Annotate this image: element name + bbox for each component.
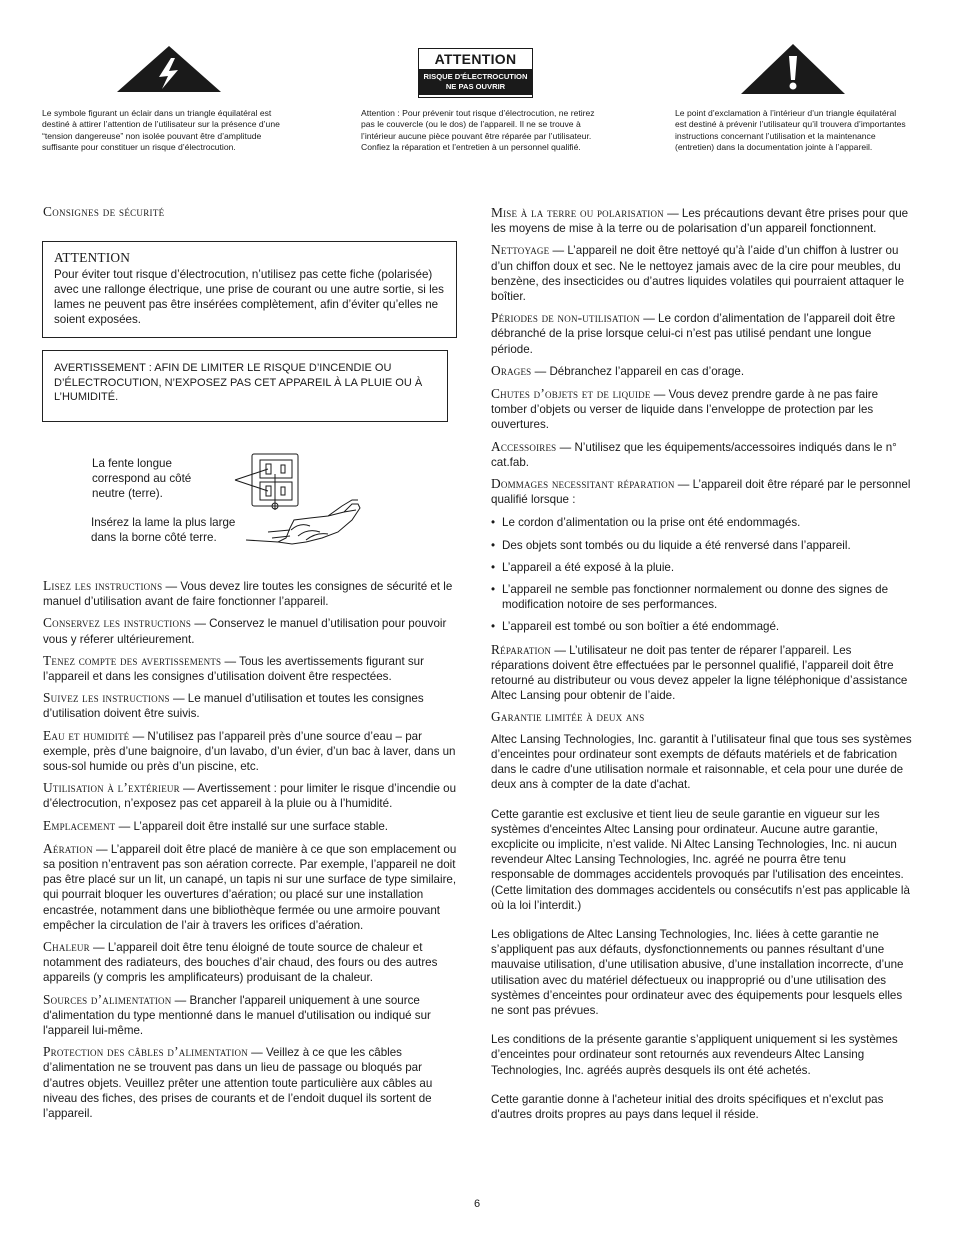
instruction-item: Utilisation à l’extérieur — Avertissement : pour limiter le risque d’incendie ou d’électrocution, n’exposez pas cet appareil à la pluie ou à l’humidité. bbox=[43, 780, 457, 811]
instruction-item: Aération — L’appareil doit être placé de manière à ce que son emplacement ou sa position n’entravent pas son aération correcte. Par exemple, l’appareil ne doit pas être placé sur un lit, un canapé, un tapis ni sur une surface de type similaire, qui pourrait bloquer les ouvertures d’aération; ou placé sur une installation encastrée, notamment dans une bibliothèque fermée ou une armoire pouvant empêcher la circulation de l’air à travers les orifices d’aération. bbox=[43, 840, 457, 932]
instruction-item: Lisez les instructions — Vous devez lire toutes les consignes de sécurité et le manuel d’utilisation avant de faire fonctionner l’appareil. bbox=[43, 578, 453, 609]
list-item: • Le cordon d’alimentation ou la prise ont été endommagés. bbox=[491, 516, 801, 530]
warranty-paragraph: Cette garantie donne à l'acheteur initial des droits spécifiques et n'exclut pas d'autres droits propres au pays dans lequel il réside. bbox=[491, 1092, 884, 1121]
instruction-item: Sources d’alimentation — Brancher l'appareil uniquement à une source d'alimentation du type mentionné dans le manuel d'utilisation ou indiqué sur l'appareil lui-même. bbox=[43, 991, 431, 1038]
instruction-item: Tenez compte des avertissements — Tous les avertissements figurant sur l’appareil et dans les consignes d’utilisation doivent être respectées. bbox=[43, 652, 424, 684]
instruction-item: Nettoyage — L’appareil ne doit être nettoyé qu’à l’aide d’un chiffon à lustrer ou d’un chiffon doux et sec. Ne le nettoyez jamais avec de la cire pour meubles, du benzène, des insecticides ou d’autres liquides volatiles qui pourraient attaquer le boîtier. bbox=[491, 242, 905, 304]
warranty-title: Garantie limitée à deux ans bbox=[491, 709, 645, 725]
page-number: 6 bbox=[473, 1198, 481, 1210]
left-instructions bbox=[43, 578, 464, 1127]
instruction-item: Périodes de non-utilisation — Le cordon d’alimentation de l’appareil doit être débranché de la prise lorsque celui-ci n’est pas utilisé pendant une longue période. bbox=[491, 310, 896, 356]
lightning-warning-icon bbox=[114, 44, 224, 94]
attention-label-title: ATTENTION bbox=[434, 51, 517, 67]
list-item: • L’appareil a été exposé à la pluie. bbox=[491, 560, 675, 574]
instruction-item: Suivez les instructions — Le manuel d’utilisation et toutes les consignes d’utilisation doivent être suivis. bbox=[43, 690, 424, 721]
list-item: • Des objets sont tombés ou du liquide a été renversé dans l’appareil. bbox=[491, 538, 851, 552]
instruction-item: Accessoires — N’utilisez que les équipements/accessoires indiqués dans le n° cat.fab. bbox=[491, 438, 897, 469]
instruction-item: Eau et humidité — N’utilisez pas l’appareil près d’une source d’eau – par exemple, près d’une baignoire, d’un lavabo, d’un évier, d’un bac à laver, dans un sous-sol humide ou près d’un piscine, etc. bbox=[43, 727, 456, 774]
instruction-item: Protection des câbles d’alimentation — Veillez à ce que les câbles d’alimentation ne se trouvent pas dans un lieu de passage ou bloqués par d’autres objets. Veuillez prêter une attention toute particulière aux câbles au niveau des fiches, des prises de courants et de l’endoit duquel ils sortent de l’appareil. bbox=[43, 1044, 433, 1121]
plug-label-top: La fente longue correspond au côté neutre (terre). bbox=[92, 457, 192, 501]
instruction-item: Emplacement — L’appareil doit être installé sur une surface stable. bbox=[43, 817, 389, 833]
warning-box-text: AVERTISSEMENT : AFIN DE LIMITER LE RISQUE D’INCENDIE OU D’ÉLECTROCUTION, N’EXPOSEZ PAS CET APPAREIL À LA PLUIE OU À L’HUMIDITÉ. bbox=[54, 362, 423, 404]
attention-box-title: ATTENTION bbox=[54, 250, 131, 265]
warranty-paragraph: Les conditions de la présente garantie s’appliquent uniquement si les systèmes d’enceintes pour ordinateur sont retournés aux revendeurs Altec Lansing Technologies, Inc. agréés auprès desquels ils ont été achetés. bbox=[491, 1033, 898, 1077]
attention-box bbox=[42, 241, 457, 338]
polarized-plug-diagram bbox=[228, 446, 368, 552]
warranty-paragraph: Altec Lansing Technologies, Inc. garantit à l’utilisateur final que tous ses systèmes d’enceintes pour ordinateur sont exempts de défauts matériels et de fabrication dans le cadre d'une utilisation normale et raisonnable, et cela pour une durée de deux ans à compter de la date d'achat. bbox=[491, 732, 912, 792]
repair-conditions-list bbox=[491, 515, 912, 634]
warranty-paragraph: Les obligations de Altec Lansing Technologies, Inc. liées à cette garantie ne s’appliquent pas aux défauts, dysfonctionnements ou pannes résultant d’une mauvaise utilisation, d’une utilisation abusive, d’une installation incorrecte, d’une utilisation avec du matériel défectueux ou inapproprié ou d’une utilisation des systèmes d’enceintes pour ordinateur avec des équipements pour lesquels elles ne sont pas prévues. bbox=[491, 927, 904, 1017]
exclamation-warning-icon bbox=[738, 42, 848, 96]
attention-label bbox=[418, 48, 533, 98]
instruction-item: Réparation — L’utilisateur ne doit pas tenter de réparer l’appareil. Les réparations doivent être effectuées par le personnel qualifié, l’appareil doit être retourné au distributeur ou vous devez appeler la ligne téléphonique d’assistance Altec Lansing pour obtenir de l’aide. bbox=[491, 641, 908, 703]
instruction-item: Conservez les instructions — Conservez le manuel d’utilisation pour pouvoir vous y réferer ultérieurement. bbox=[43, 615, 447, 646]
attention-description: Attention : Pour prévenir tout risque d’électrocution, ne retirez pas le couvercle (ou le dos) de l’appareil. Il ne se trouve à l’intérieur aucune pièce pouvant être réparée par l’utilisateur. Confiez la réparation et l’entretien à un personnel qualifié. bbox=[361, 108, 595, 152]
list-item: • L’appareil est tombé ou son boîtier a été endommagé. bbox=[491, 620, 780, 634]
warranty-paragraph: Cette garantie est exclusive et tient lieu de seule garantie en vigueur sur les systèmes d'enceintes Altec Lansing pour ordinateur. Aucune autre garantie, excplicite ou implicite, n’est valide. Ni Altec Lansing Technologies, Inc. ni aucun revendeur Altec Lansing Technologies, Inc. agréé ne pourra être tenu responsable de dommages accidentels provoqués par l'utilisation des enceintes. (Cette limitation des dommages accidentels ou consécutifs n’est pas applicable là où la loi l’interdit.) bbox=[491, 807, 910, 912]
attention-box-body: Pour éviter tout risque d’électrocution, n’utilisez pas cette fiche (polarisée) avec une rallonge électrique, une prise de courant ou une autre sortie, si les lames ne peuvent pas être insérées complètement, afin d’éviter qu’elles ne soient exposées. bbox=[54, 268, 444, 326]
exclamation-symbol-description: Le point d’exclamation à l’intérieur d’un triangle équilatéral est destiné à prévenir l’utilisateur qu’il trouvera d’importantes instructions concernant l’utilisation et la maintenance (entretien) dans la documentation jointe à l’appareil. bbox=[675, 108, 906, 152]
safety-section-title: Consignes de sécurité bbox=[43, 204, 165, 219]
instruction-item: Chutes d’objets et de liquide — Vous devez prendre garde à ne pas faire tomber d’objets ou verser de liquide dans l’enveloppe de protection par les ouvertures. bbox=[491, 386, 879, 432]
attention-label-line1: RISQUE D'ÉLECTROCUTION bbox=[423, 72, 528, 81]
attention-label-line2: NE PAS OUVRIR bbox=[445, 81, 506, 91]
instruction-item: Chaleur — L’appareil doit être tenu éloigné de toute source de chaleur et notamment des radiateurs, des bouches d’air chaud, des fours ou des autres appareils (y compris les amplificateurs) produisant de la chaleur. bbox=[43, 939, 438, 985]
warning-box bbox=[42, 350, 448, 422]
right-instructions bbox=[491, 205, 912, 1136]
plug-label-bottom: Insérez la lame la plus large dans la borne côté terre. bbox=[91, 516, 236, 545]
lightning-symbol-description: Le symbole figurant un éclair dans un triangle équilatéral est destiné à attirer l’attention de l’utilisateur sur la présence d’une “tension dangereuse” non isolée pouvant être d’amplitude suffisante pour constituer un risque d’électrocution. bbox=[42, 108, 280, 152]
instruction-item: Orages — Débranchez l’appareil en cas d’orage. bbox=[491, 362, 745, 378]
instruction-item: Dommages necessitant réparation — L’appareil doit être réparé par le personnel qualifié lorsque : bbox=[491, 476, 911, 507]
instruction-item: Mise à la terre ou polarisation — Les précautions devant être prises pour que les moyens de mise à la terre ou de polarisation d’un appareil fonctionnent. bbox=[491, 205, 909, 236]
list-item: • L’appareil ne semble pas fonctionner normalement ou donne des signes de modification notoire de ses performances. bbox=[491, 583, 889, 612]
